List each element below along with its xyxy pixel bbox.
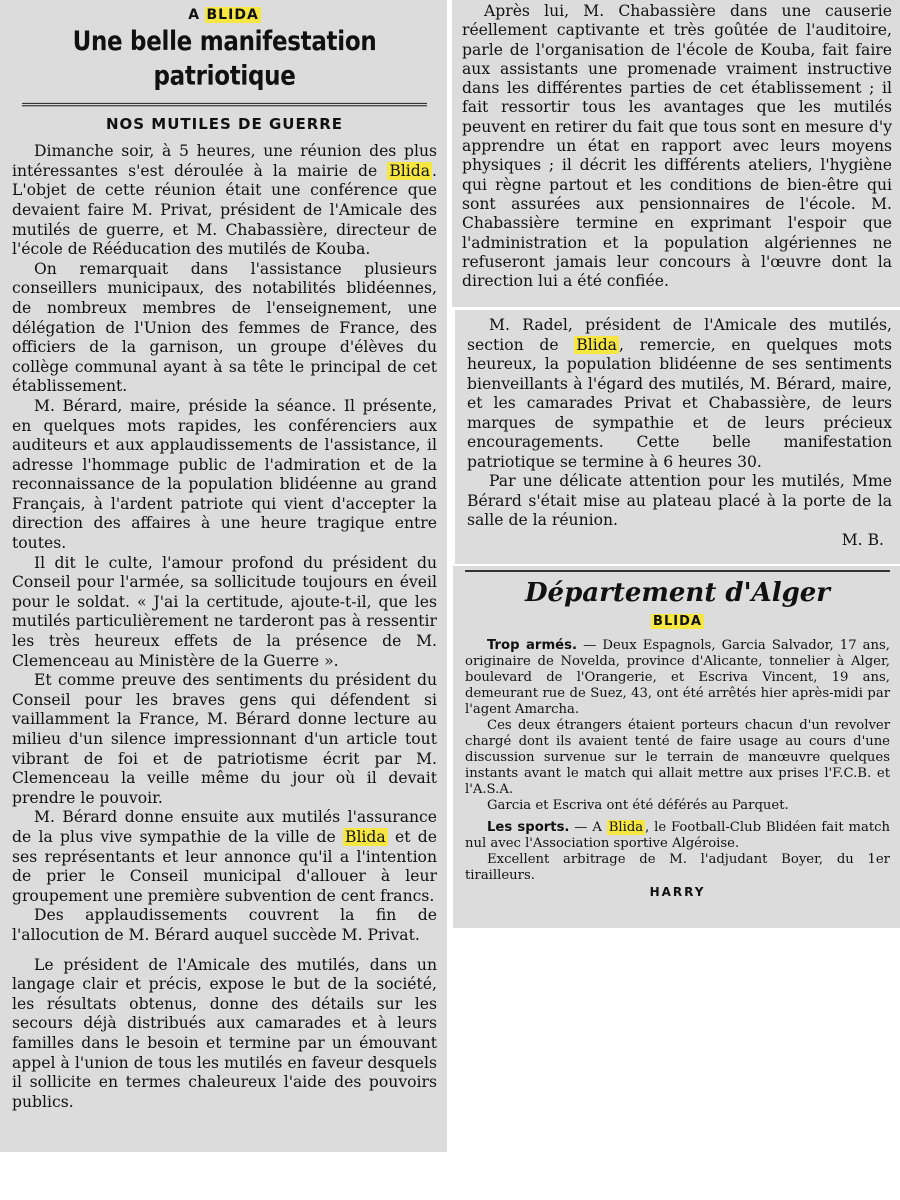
- paragraph: M. Bérard, maire, préside la séance. Il présente, en quelques mots rapides, les conférenciers aux auditeurs et aux applaudissements de l'assistance, il adresse l'hommage public de l'admiration et de la reconnaissance de la population blidéenne au grand Français, à l'ardent patriote qui vient d'accepter la direction des affaires à une heure tragique entre toutes.: [12, 396, 437, 553]
- paragraph: On remarquait dans l'assistance plusieurs conseillers municipaux, des notabilités blidéennes, de nombreux membres de l'enseignement, une délégation de l'Union des femmes de France, des officiers de la garnison, un groupe d'élèves du collège communal ayant à sa tête le principal de cet établissement.: [12, 259, 437, 396]
- paragraph: Ces deux étrangers étaient porteurs chacun d'un revolver chargé dont ils avaient tenté de faire usage au cours d'une discussion survenue sur le terrain de manœuvre quelques instants avant le match qui allait mettre aux prises l'F.C.B. et l'A.S.A.: [465, 718, 890, 797]
- paragraph: Et comme preuve des sentiments du président du Conseil pour les braves gens qui défendent si vaillamment la France, M. Bérard donne lecture au milieu d'un silence impressionnant d'un article tout vibrant de foi et de patriotisme écrit par M. Clemenceau la veille même du jour où il devait prendre le pouvoir.: [12, 671, 437, 807]
- paragraph: M. Bérard donne ensuite aux mutilés l'assurance de la plus vive sympathie de la ville de Blida et de ses représentants et leur annonce qu'il a l'intention de prier le Conseil municipal d'allouer à leur groupement une première subvention de cent francs.: [12, 808, 437, 905]
- news-item: Trop armés. — Deux Espagnols, Garcia Salvador, 17 ans, originaire de Novelda, province d'Alicante, tonnelier à Alger, boulevard de l'Orangerie, et Escriva Vincent, 19 ans, demeurant rue de Suez, 43, ont été arrêtés hier après-midi par l'agent Amarcha.: [465, 638, 890, 717]
- city-heading: [465, 614, 890, 630]
- rubric: Trop armés.: [487, 638, 577, 653]
- city-highlight: Blida: [576, 335, 617, 354]
- kicker-city-highlight: BLIDA: [206, 7, 259, 23]
- paragraph: M. Radel, président de l'Amicale des mutilés, section de Blida , remercie, en quelques mots heureux, la population blidéenne de ses sentiments bienveillants à l'égard des mutilés, M. Bérard, maire, et les camarades Privat et Chabassière, de leurs marques de sympathie et de leurs précieux encouragements. Cette belle manifestation patriotique se termine à 6 heures 30.: [467, 316, 892, 471]
- kicker-prefix: A: [188, 7, 201, 23]
- city-highlight: Blida: [389, 161, 431, 180]
- paragraph: Il dit le culte, l'amour profond du président du Conseil pour l'armée, sa sollicitude toujours en éveil pour le soldat. « J'ai la certitude, ajoute-t-il, que les mutilés particulièrement ne tarderont pas à ressentir les très heureux effets de la présence de M. Clemenceau au Ministère de la Guerre ».: [12, 553, 437, 670]
- paragraph: Dimanche soir, à 5 heures, une réunion des plus intéressantes s'est déroulée à la mairie de Blida . L'objet de cette réunion était une conférence que devaient faire M. Privat, président de l'Amicale des mutilés de guerre, et M. Chabassière, directeur de l'école de Rééducation des mutilés de Kouba.: [12, 142, 437, 259]
- city-highlight: Blida: [344, 827, 386, 846]
- paragraph: Par une délicate attention pour les mutilés, Mme Bérard s'était mise au plateau placé à la porte de la salle de la réunion.: [467, 472, 892, 529]
- news-clip-departement: [453, 566, 900, 928]
- truncated-heading: HARRY: [649, 885, 706, 899]
- article-clip-continuation: [452, 0, 900, 307]
- paragraph: Des applaudissements couvrent la fin de l'allocution de M. Bérard auquel succède M. Privat.: [12, 906, 437, 944]
- article-clip-patriotic-event: [0, 0, 447, 1152]
- kicker: [12, 6, 437, 26]
- article-clip-closing: [455, 310, 900, 564]
- signature: M. B.: [841, 530, 884, 549]
- paragraph: Après lui, M. Chabassière dans une causerie réellement captivante et très goûtée de l'auditoire, parle de l'organisation de l'école de Kouba, fait faire aux assistants une promenade vraiment instructive dans les différentes parties de cet établissement ; il fait ressortir tous les avantages que les mutilés peuvent en retirer du fait que tous sont en mesure d'y apprendre un état en rapport avec leurs moyens physiques ; il décrit les différents ateliers, l'hygiène qui règne partout et les conditions de bien-être qui sont assurées aux pensionnaires de l'école. M. Chabassière termine en exprimant l'espoir que l'administration et la population algériennes ne refuseront jamais leur concours à l'œuvre dont la direction lui a été confiée.: [462, 2, 892, 291]
- paragraph: Le président de l'Amicale des mutilés, dans un langage clair et précis, expose le but de la société, les résultats obtenus, donne des détails sur les secours déjà distribués aux camarades et à leurs familles dans le besoin et termine par un émouvant appel à l'union de tous les mutilés en faveur desquels il sollicite en termes chaleureux l'aide des pouvoirs publics.: [12, 955, 437, 1111]
- paragraph: Excellent arbitrage de M. l'adjudant Boyer, du 1er tirailleurs.: [465, 852, 890, 883]
- section-title: Département d'Alger: [465, 570, 890, 610]
- subhead: NOS MUTILES DE GUERRE: [105, 114, 344, 133]
- city-highlight: BLIDA: [653, 614, 702, 629]
- news-item: Les sports. — A Blida , le Football-Club Blidéen fait match nul avec l'Association sportive Algéroise.: [465, 820, 891, 851]
- headline: Une belle manifestation patriotique: [22, 24, 427, 106]
- rubric: Les sports.: [487, 820, 570, 835]
- city-highlight: Blida: [608, 820, 644, 835]
- paragraph: Garcia et Escriva ont été déférés au Parquet.: [487, 798, 789, 813]
